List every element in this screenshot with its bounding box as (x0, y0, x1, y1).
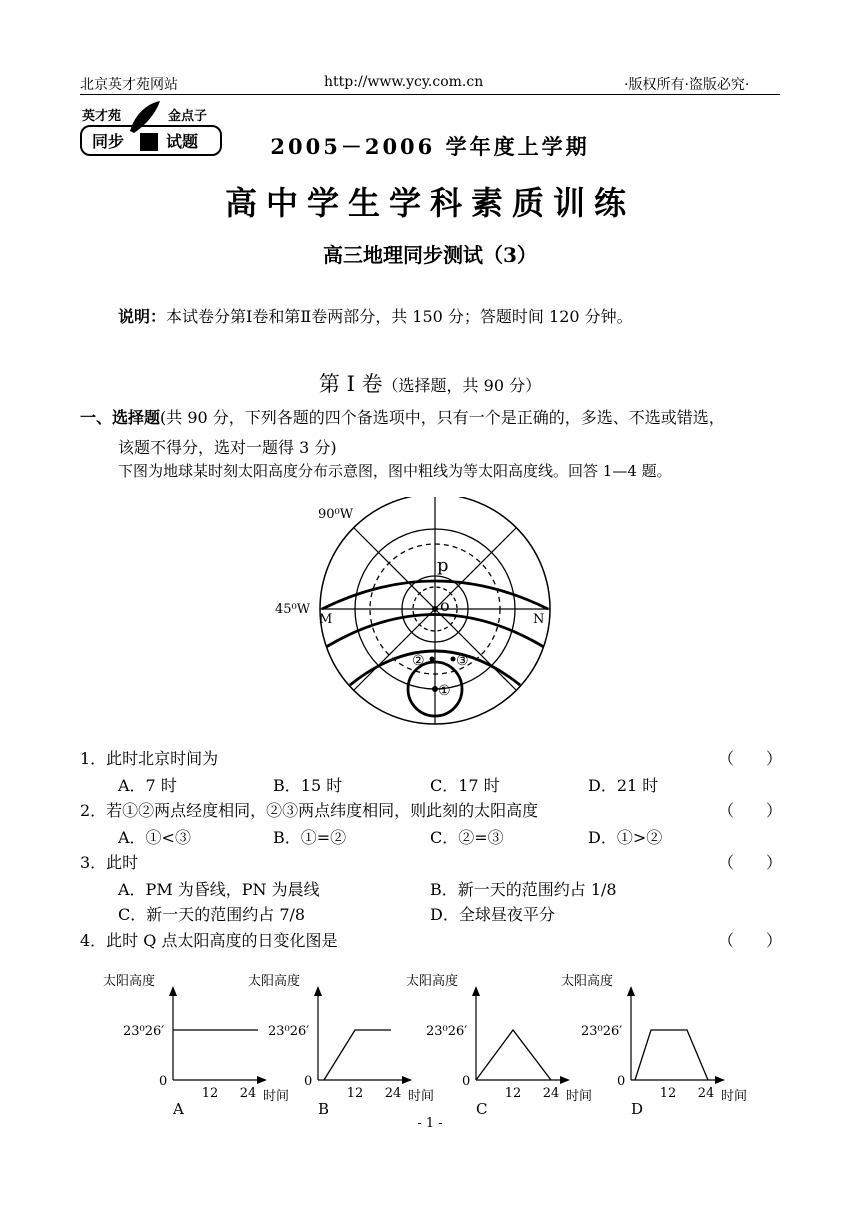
page-title: 高中学生学科素质训练 (224, 184, 635, 222)
question-1-option-d[interactable]: D．21 时 (588, 776, 659, 795)
page-number: - 1 - (417, 1116, 443, 1131)
question-3-stem: 3．此时 (80, 853, 139, 872)
question-2-option-a[interactable]: A．①<③ (118, 828, 191, 847)
question-4-answer-blank[interactable]: （ ） (718, 931, 783, 950)
note-label: 说明： (118, 307, 167, 326)
option-label: D (631, 1100, 644, 1118)
label-m: M (319, 612, 333, 627)
label-3: ③ (456, 653, 469, 669)
y-tick-label: 23⁰26′ (268, 1024, 310, 1039)
y-axis-arrow (472, 986, 480, 996)
option-label: A (173, 1100, 184, 1118)
question-1-option-b[interactable]: B．15 时 (273, 776, 343, 795)
x-tick-12: 12 (659, 1086, 677, 1101)
x-axis-label: 时间 (263, 1089, 290, 1104)
origin-label: 0 (304, 1074, 313, 1089)
label-45w: 45⁰W (275, 602, 311, 617)
x-tick-12: 12 (346, 1086, 364, 1101)
label-n: N (533, 612, 545, 627)
x-axis-arrow (715, 1076, 725, 1084)
volume-desc: （选择题，共 90 分） (382, 376, 542, 395)
logo-text-bottom-right: 试题 (166, 132, 199, 151)
volume-label: 第 Ⅰ 卷 (318, 372, 383, 396)
page-subtitle: 高三地理同步测试（3） (323, 243, 537, 267)
y-tick-label: 23⁰26′ (581, 1024, 623, 1039)
y-tick-label: 23⁰26′ (426, 1024, 468, 1039)
question-1-option-c[interactable]: C．17 时 (430, 776, 500, 795)
origin-label: 0 (462, 1074, 471, 1089)
question-2-option-c[interactable]: C．②=③ (430, 828, 504, 847)
y-tick-label: 23⁰26′ (123, 1024, 165, 1039)
question-3-option-a[interactable]: A．PM 为昏线，PN 为晨线 (118, 880, 320, 899)
question-2-answer-blank[interactable]: （ ） (718, 801, 783, 820)
x-axis-arrow (257, 1076, 267, 1084)
header-site: 北京英才苑网站 (80, 77, 178, 93)
question-1-stem: 1．此时北京时间为 (80, 749, 219, 768)
label-o: o (440, 596, 450, 615)
label-p: p (437, 555, 449, 576)
point-o (432, 606, 438, 612)
note-text: 本试卷分第Ⅰ卷和第Ⅱ卷两部分，共 150 分；答题时间 120 分钟。 (166, 307, 633, 326)
x-axis-label: 时间 (566, 1089, 593, 1104)
x-axis-arrow (402, 1076, 412, 1084)
x-axis-label: 时间 (721, 1089, 748, 1104)
origin-label: 0 (159, 1074, 168, 1089)
header-divider (80, 94, 780, 95)
sun-altitude-diagram (270, 497, 570, 747)
altitude-curve (635, 1030, 708, 1080)
question-1-answer-blank[interactable]: （ ） (718, 749, 783, 768)
header-rights: ·版权所有·盗版必究· (624, 77, 750, 93)
x-axis-label: 时间 (408, 1089, 435, 1104)
option-label: B (318, 1100, 330, 1118)
question-2-stem: 2．若①②两点经度相同，②③两点纬度相同，则此刻的太阳高度 (80, 801, 539, 820)
header-url[interactable]: http://www.ycy.com.cn (324, 74, 484, 90)
origin-label: 0 (617, 1074, 626, 1089)
label-2: ② (412, 653, 425, 669)
question-3-option-b[interactable]: B．新一天的范围约占 1/8 (430, 880, 617, 899)
y-axis-label: 太阳高度 (406, 974, 459, 989)
school-year: 2005－2006 学年度上学期 (270, 134, 590, 159)
y-axis-arrow (169, 986, 177, 996)
question-3-option-c[interactable]: C．新一天的范围约占 7/8 (118, 905, 306, 924)
logo-text-bottom-left: 同步 (92, 132, 125, 151)
question-2-option-d[interactable]: D．①>② (588, 828, 663, 847)
question-1-option-a[interactable]: A．7 时 (118, 776, 177, 795)
point-3-dot (451, 657, 456, 662)
question-4-stem: 4．此时 Q 点太阳高度的日变化图是 (80, 931, 338, 950)
x-tick-12: 12 (504, 1086, 522, 1101)
x-tick-24: 24 (697, 1086, 715, 1101)
option-label: C (476, 1100, 488, 1118)
question-3-option-d[interactable]: D．全球昼夜平分 (430, 905, 555, 924)
label-1: ① (438, 683, 451, 699)
x-axis-arrow (560, 1076, 570, 1084)
figure-intro: 下图为地球某时刻太阳高度分布示意图，图中粗线为等太阳高度线。回答 1—4 题。 (118, 462, 672, 480)
logo-text-top-left: 英才苑 (82, 109, 122, 124)
section-heading (80, 405, 725, 428)
y-axis-arrow (314, 986, 322, 996)
y-axis-arrow (627, 986, 635, 996)
y-axis-label: 太阳高度 (103, 974, 156, 989)
x-tick-12: 12 (201, 1086, 219, 1101)
question-4-option-charts (95, 962, 775, 1122)
section-text-2: 该题不得分，选对一题得 3 分) (118, 438, 337, 457)
y-axis-label: 太阳高度 (248, 974, 301, 989)
point-2-dot (430, 657, 435, 662)
question-3-answer-blank[interactable]: （ ） (718, 853, 783, 872)
section-text-1: (共 90 分，下列各题的四个备选项中，只有一个是正确的，多选、不选或错选， (160, 408, 725, 427)
label-90w: 90⁰W (318, 507, 354, 522)
section-label: 一、选择题 (80, 408, 161, 427)
logo-text-top-right: 金点子 (168, 109, 208, 124)
altitude-curve (324, 1030, 391, 1080)
altitude-curve (476, 1030, 551, 1080)
question-2-option-b[interactable]: B．①=② (273, 828, 347, 847)
x-tick-24: 24 (542, 1086, 560, 1101)
x-tick-24: 24 (239, 1086, 257, 1101)
option-chart-a[interactable] (103, 973, 289, 1118)
exam-note (118, 304, 633, 327)
volume-heading (0, 368, 860, 398)
y-axis-label: 太阳高度 (561, 974, 614, 989)
x-tick-24: 24 (384, 1086, 402, 1101)
